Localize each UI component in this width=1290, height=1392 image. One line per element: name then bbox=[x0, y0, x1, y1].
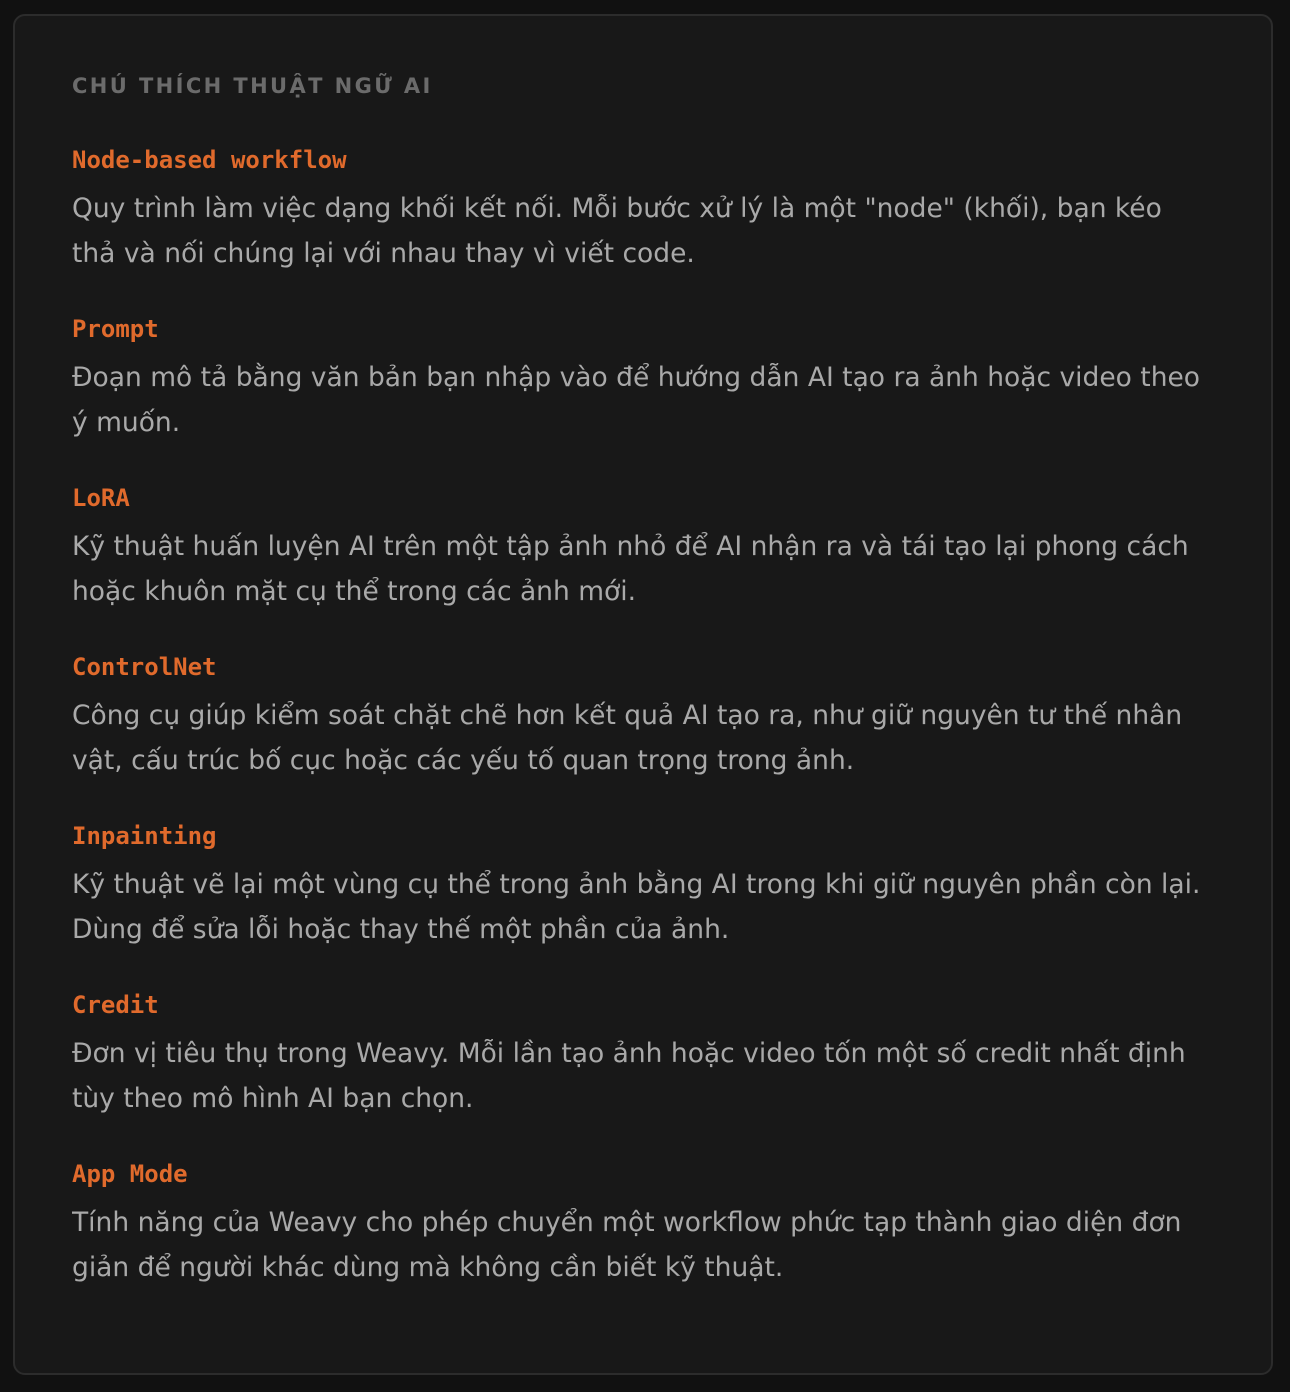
term-credit bbox=[72, 990, 1214, 1159]
term-node-based-workflow bbox=[72, 145, 1214, 314]
term-controlnet bbox=[72, 652, 1214, 821]
glossary-panel bbox=[13, 14, 1273, 1375]
section-title: CHÚ THÍCH THUẬT NGỮ AI bbox=[72, 74, 433, 98]
term-list bbox=[72, 145, 1214, 1328]
term-name: App Mode bbox=[72, 1160, 188, 1188]
term-name: Inpainting bbox=[72, 822, 217, 850]
term-name: LoRA bbox=[72, 484, 130, 512]
term-description: Kỹ thuật huấn luyện AI trên một tập ảnh nhỏ để AI nhận ra và tái tạo lại phong cách hoặc khuôn mặt cụ thể trong các ảnh mới. bbox=[72, 531, 1189, 607]
term-inpainting bbox=[72, 821, 1214, 990]
term-name: Prompt bbox=[72, 315, 159, 343]
term-description: Quy trình làm việc dạng khối kết nối. Mỗi bước xử lý là một "node" (khối), bạn kéo thả và nối chúng lại với nhau thay vì viết code. bbox=[72, 193, 1162, 269]
term-app-mode bbox=[72, 1159, 1214, 1328]
term-name: ControlNet bbox=[72, 653, 217, 681]
term-name: Credit bbox=[72, 991, 159, 1019]
term-name: Node-based workflow bbox=[72, 146, 347, 174]
term-description: Công cụ giúp kiểm soát chặt chẽ hơn kết quả AI tạo ra, như giữ nguyên tư thế nhân vật, cấu trúc bố cục hoặc các yếu tố quan trọng trong ảnh. bbox=[72, 700, 1183, 776]
term-description: Đoạn mô tả bằng văn bản bạn nhập vào để hướng dẫn AI tạo ra ảnh hoặc video theo ý muốn. bbox=[72, 362, 1201, 438]
term-description: Đơn vị tiêu thụ trong Weavy. Mỗi lần tạo ảnh hoặc video tốn một số credit nhất định tùy theo mô hình AI bạn chọn. bbox=[72, 1038, 1186, 1114]
term-description: Tính năng của Weavy cho phép chuyển một workflow phức tạp thành giao diện đơn giản để người khác dùng mà không cần biết kỹ thuật. bbox=[72, 1207, 1182, 1283]
term-lora bbox=[72, 483, 1214, 652]
term-description: Kỹ thuật vẽ lại một vùng cụ thể trong ảnh bằng AI trong khi giữ nguyên phần còn lại. Dùng để sửa lỗi hoặc thay thế một phần của ảnh. bbox=[72, 869, 1201, 945]
term-prompt bbox=[72, 314, 1214, 483]
